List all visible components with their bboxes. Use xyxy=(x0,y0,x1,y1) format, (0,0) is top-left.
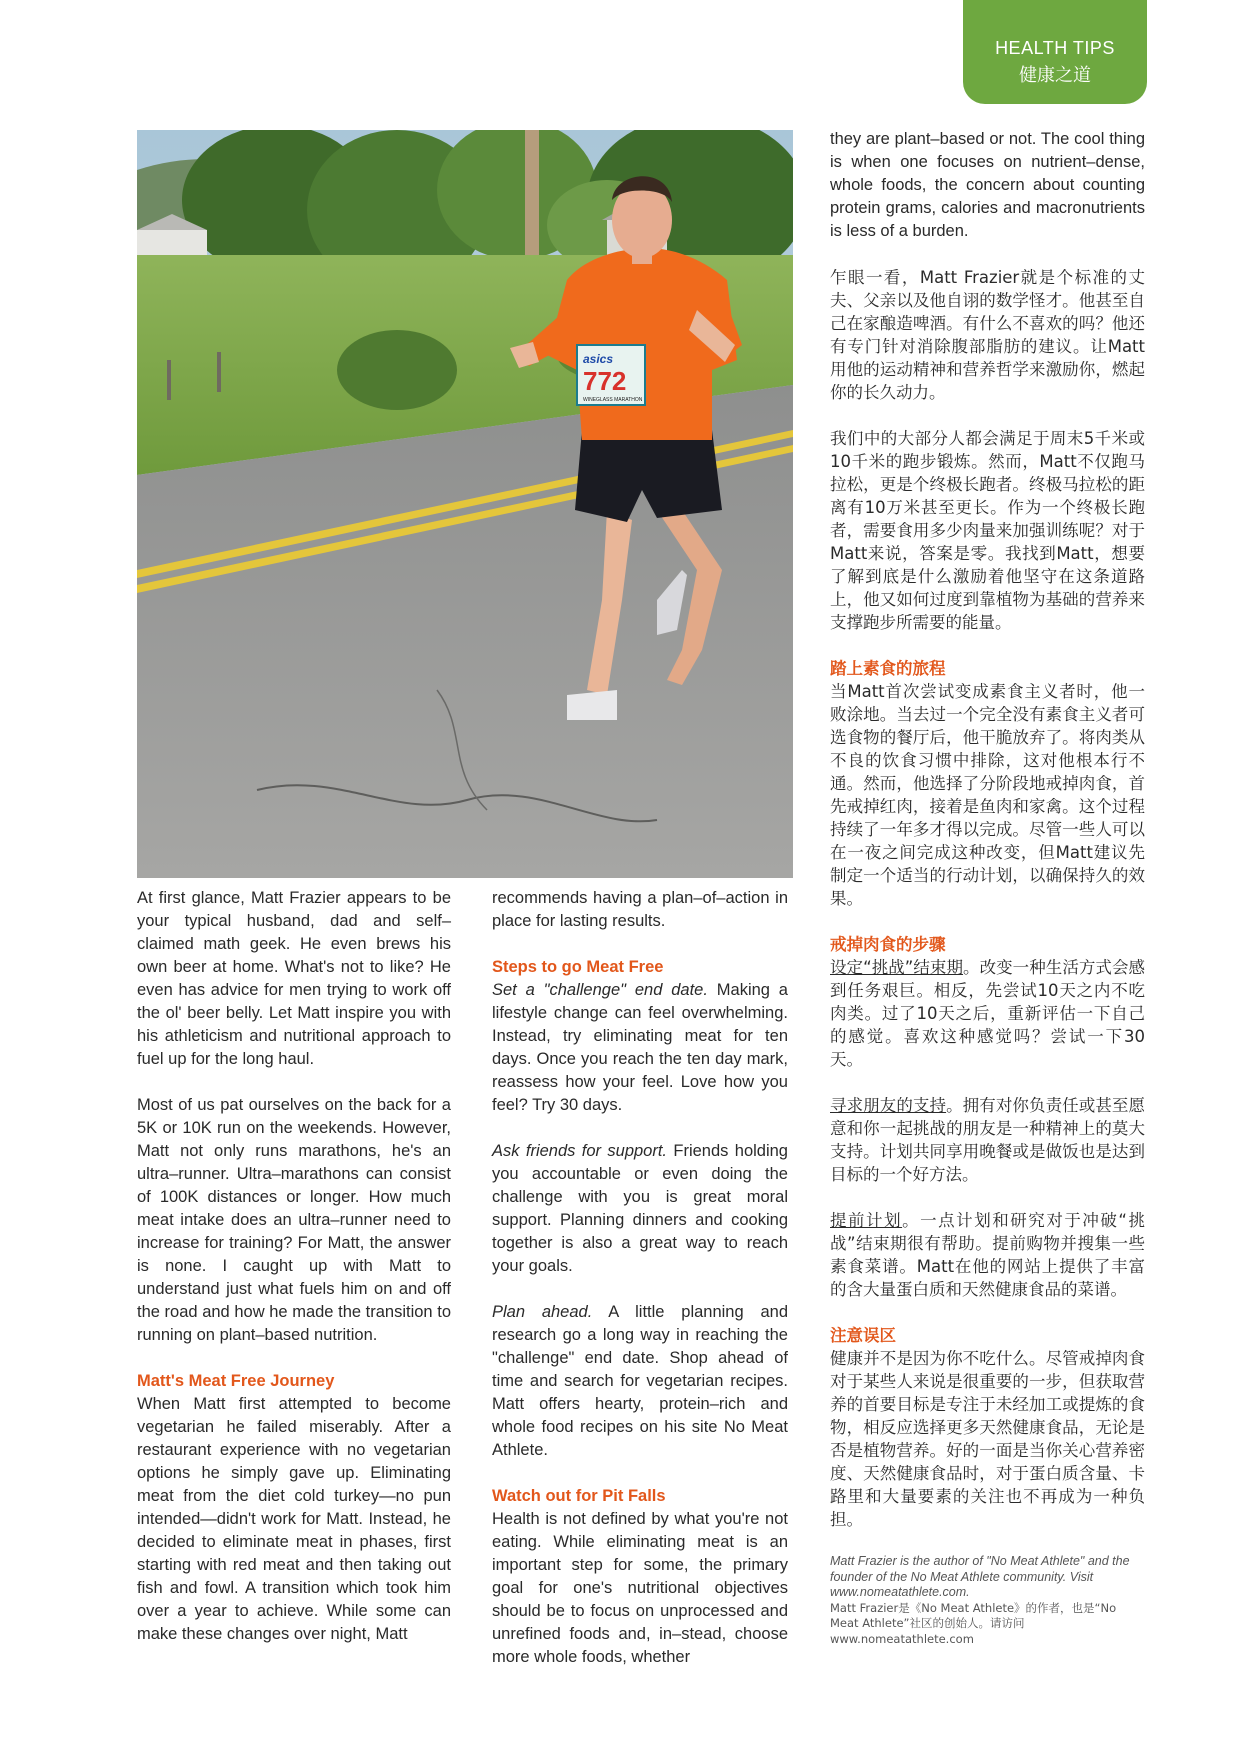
bib-number: 772 xyxy=(583,366,627,396)
section-tab-chinese: 健康之道 xyxy=(1019,65,1091,86)
bib-event: WINEGLASS MARATHON xyxy=(583,397,643,403)
intro-paragraph: At first glance, Matt Frazier appears to be your typical husband, dad and self–claimed math geek. He even brews his own beer at home. What's not to like? He even has advice for men trying to work off the ol' beer belly. Let Matt inspire you with his athleticism and nutritional approach to fuel up for the long haul. xyxy=(137,889,451,1068)
nutrient-dense-paragraph: they are plant–based or not. The cool thing is when one focuses on nutrient–dense, whole foods, the concern about counting protein grams, calories and macronutrients is less of a burden. xyxy=(830,130,1145,240)
zh-step-challenge-date-body: 。改变一种生活方式会感到任务艰巨。相反，先尝试10天之内不吃肉类。过了10天之后，重新评估一下自己的感觉。喜欢这种感觉吗？尝试一下30天。 xyxy=(830,958,1145,1069)
bib-brand: asics xyxy=(583,352,614,366)
zh-pitfalls-heading: 注意误区 xyxy=(830,1326,896,1345)
step-challenge-date xyxy=(492,979,788,1117)
zh-ultra-runner-paragraph: 我们中的大部分人都会满足于周末5千米或10千米的跑步锻炼。然而，Matt不仅跑马拉松，更是个终极长跑者。终极马拉松的距离有10万米甚至更长。作为一个终极长跑者，需要食用多少肉量来加强训练呢？对于Matt来说，答案是零。我找到Matt，想要了解到底是什么激励着他坚守在这条道路上，他又如何过度到靠植物为基础的营养来支撑跑步所需要的能量。 xyxy=(830,429,1145,632)
step-plan-ahead xyxy=(492,1301,788,1462)
zh-steps-heading: 戒掉肉食的步骤 xyxy=(830,935,946,954)
zh-step-challenge-date xyxy=(830,956,1145,1071)
zh-journey-paragraph: 当Matt首次尝试变成素食主义者时，他一败涂地。当去过一个完全没有素食主义者可选食物的餐厅后，他干脆放弃了。将肉类从不良的饮食习惯中排除，这对他根本行不通。然而，他选择了分阶段地戒掉肉食，首先戒掉红肉，接着是鱼肉和家禽。这个过程持续了一年多才得以完成。尽管一些人可以在一夜之间完成这种改变，但Matt建议先制定一个适当的行动计划，以确保持久的效果。 xyxy=(830,682,1145,908)
step-challenge-date-lead: Set a "challenge" end date. xyxy=(492,981,708,999)
zh-intro-paragraph: 乍眼一看，Matt Frazier就是个标准的丈夫、父亲以及他自诩的数学怪才。他甚至自己在家酿造啤酒。有什么不喜欢的吗？他还有专门针对消除腹部脂肪的建议。让Matt用他的运动精神和营养哲学来激励你，燃起你的长久动力。 xyxy=(830,268,1145,402)
zh-step-friends-support xyxy=(830,1094,1145,1186)
ultra-runner-paragraph: Most of us pat ourselves on the back for a 5K or 10K run on the weekends. However, Matt not only runs marathons, he's an ultra–runner. Ultra–marathons can consist of 100K distances or longer. How much meat intake does an ultra–runner need to increase for training? For Matt, the answer is none. I caught up with Matt to understand just what fuels him on and off the road and how he made the transition to running on plant–based nutrition. xyxy=(137,1096,451,1344)
column-1 xyxy=(137,887,451,1646)
runner-photo xyxy=(137,130,793,878)
step-plan-ahead-lead: Plan ahead. xyxy=(492,1303,593,1321)
zh-step-challenge-date-lead: 设定“挑战”结束期 xyxy=(830,958,964,977)
section-tab xyxy=(963,0,1147,104)
pitfalls-heading: Watch out for Pit Falls xyxy=(492,1487,666,1505)
column-2 xyxy=(492,887,788,1669)
plan-of-action-paragraph: recommends having a plan–of–action in place for lasting results. xyxy=(492,889,788,930)
journey-paragraph: When Matt first attempted to become vegetarian he failed miserably. After a restaurant experience with no vegetarian options he simply gave up. Eliminating meat from the diet cold turkey—no pun intended—didn't work for Matt. Instead, he decided to eliminate meat in phases, first starting with red meat and then taking out fish and fowl. A transition which took him over a year to achieve. While some can make these changes over night, Matt xyxy=(137,1395,451,1643)
step-friends-support-body: Friends holding you accountable or even doing the challenge with you is great moral support. Planning dinners and cooking together is also a great way to reach your goals. xyxy=(492,1142,788,1275)
zh-step-friends-support-body: 。拥有对你负责任或甚至愿意和你一起挑战的朋友是一种精神上的莫大支持。计划共同享用晚餐或是做饭也是达到目标的一个好方法。 xyxy=(830,1096,1146,1184)
zh-journey-heading: 踏上素食的旅程 xyxy=(830,659,946,678)
section-tab-english: HEALTH TIPS xyxy=(995,38,1115,58)
step-friends-support xyxy=(492,1140,788,1278)
runner-photo-illustration xyxy=(137,130,793,878)
step-challenge-date-body: Making a lifestyle change can feel overwhelming. Instead, try eliminating meat for ten days. Once you reach the ten day mark, reassess how your feel. Love how you feel? Try 30 days. xyxy=(492,981,788,1114)
pitfalls-paragraph: Health is not defined by what you're not eating. While eliminating meat is an important step for some, the primary goal for one's nutritional objectives should be to focus on unprocessed and unrefined foods and, in–stead, choose more whole foods, whether xyxy=(492,1510,788,1666)
zh-step-plan-ahead xyxy=(830,1209,1145,1301)
zh-step-plan-ahead-lead: 提前计划 xyxy=(830,1211,903,1230)
author-bio-english: Matt Frazier is the author of "No Meat Athlete" and the founder of the No Meat Athlete community. Visit www.nomeatathlete.com. xyxy=(830,1554,1130,1599)
zh-pitfalls-paragraph: 健康并不是因为你不吃什么。尽管戒掉肉食对于某些人来说是很重要的一步，但获取营养的首要目标是专注于未经加工或提炼的食物，相反应选择更多天然健康食品，无论是否是植物营养。好的一面是当你关心营养密度、天然健康食品时，对于蛋白质含量、卡路里和大量要素的关注也不再成为一种负担。 xyxy=(830,1349,1145,1529)
author-bio xyxy=(830,1554,1145,1647)
zh-step-friends-support-lead: 寻求朋友的支持 xyxy=(830,1096,947,1115)
journey-heading: Matt's Meat Free Journey xyxy=(137,1372,335,1390)
zh-step-plan-ahead-body: 。一点计划和研究对于冲破“挑战”结束期很有帮助。提前购物并搜集一些素食菜谱。Matt在他的网站上提供了丰富的含大量蛋白质和天然健康食品的菜谱。 xyxy=(830,1211,1145,1299)
author-bio-chinese: Matt Frazier是《No Meat Athlete》的作者，也是“No Meat Athlete”社区的创始人。请访问www.nomeatathlete.com xyxy=(830,1600,1117,1646)
column-3 xyxy=(830,128,1145,1647)
step-friends-support-lead: Ask friends for support. xyxy=(492,1142,668,1160)
steps-heading: Steps to go Meat Free xyxy=(492,958,664,976)
step-plan-ahead-body: A little planning and research go a long way in reaching the "challenge" end date. Shop ahead of time and search for vegetarian recipes. Matt offers hearty, protein–rich and whole food recipes on his site No Meat Athlete. xyxy=(492,1303,788,1459)
